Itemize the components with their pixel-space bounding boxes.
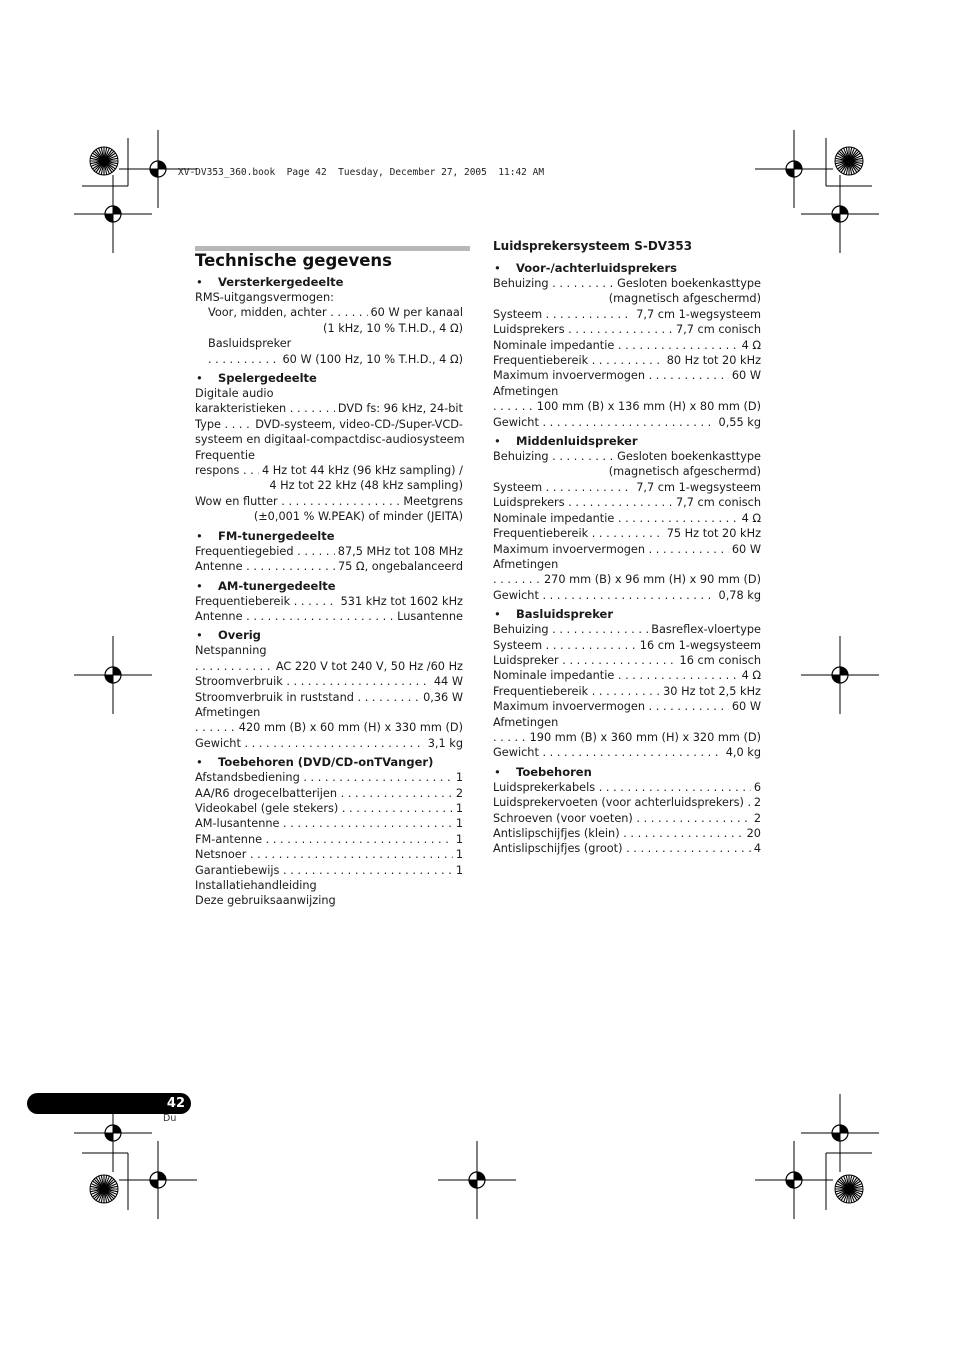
spec-continuation: (1 kHz, 10 % T.H.D., 4 Ω) bbox=[323, 321, 463, 335]
spec-value: 16 cm conisch bbox=[677, 653, 761, 668]
section-heading: • FM-tunergedeelte bbox=[195, 528, 463, 544]
spec-value: 4 Ω bbox=[739, 511, 761, 526]
spec-value: 60 W per kanaal bbox=[368, 305, 464, 320]
spec-value: Lusantenne bbox=[394, 609, 463, 624]
spec-row bbox=[195, 609, 463, 624]
spec-row bbox=[493, 338, 761, 353]
spec-row bbox=[493, 276, 761, 291]
spec-text: Afmetingen bbox=[493, 715, 559, 729]
spec-row bbox=[195, 847, 463, 862]
spec-value: 4 Ω bbox=[739, 338, 761, 353]
speaker-system-title: Luidsprekersysteem S-DV353 bbox=[493, 239, 693, 253]
spec-row bbox=[195, 594, 463, 609]
spec-row bbox=[493, 511, 761, 526]
spec-label: Gewicht . . . bbox=[493, 745, 761, 760]
spec-value: 75 Ω, ongebalanceerd bbox=[335, 559, 463, 574]
right-column bbox=[493, 239, 761, 857]
spec-row bbox=[493, 526, 761, 541]
spec-label: Systeem . . . bbox=[493, 638, 761, 653]
spec-value: 44 W bbox=[431, 674, 463, 689]
spec-row bbox=[493, 684, 761, 699]
spec-value: Gesloten boekenkasttype bbox=[614, 449, 761, 464]
spec-label: Wow en flutter . . . bbox=[195, 494, 463, 509]
spec-label: Type . . . bbox=[195, 417, 463, 432]
spec-label: Videokabel (gele stekers) . . . bbox=[195, 801, 463, 816]
spec-row bbox=[493, 811, 761, 826]
spec-row bbox=[493, 653, 761, 668]
spec-text: Afmetingen bbox=[493, 384, 559, 398]
spec-row bbox=[493, 307, 761, 322]
spec-label: Stroomverbruik in ruststand . . . bbox=[195, 690, 463, 705]
spec-label: Luidspreker . . . bbox=[493, 653, 761, 668]
spec-row bbox=[195, 863, 463, 878]
spec-value: DVD-systeem, video-CD-/Super-VCD- bbox=[252, 417, 463, 432]
spec-label: Frequentiebereik . . . bbox=[493, 353, 761, 368]
spec-section bbox=[493, 433, 761, 603]
spec-section bbox=[195, 754, 463, 909]
spec-value: 4 Hz tot 44 kHz (96 kHz sampling) / bbox=[259, 463, 463, 478]
spec-text: Deze gebruiksaanwijzing bbox=[195, 894, 336, 908]
section-heading: • Toebehoren (DVD/CD-onTVanger) bbox=[195, 754, 463, 770]
spec-row bbox=[493, 542, 761, 557]
spec-value: Gesloten boekenkasttype bbox=[614, 276, 761, 291]
spec-row bbox=[493, 638, 761, 653]
spec-row bbox=[195, 463, 463, 478]
spec-text: Basluidspreker bbox=[208, 337, 292, 351]
spec-value: DVD fs: 96 kHz, 24-bit bbox=[335, 401, 463, 416]
spec-label: AA/R6 drogecelbatterijen . . . bbox=[195, 786, 463, 801]
spec-row bbox=[195, 401, 463, 416]
spec-label: Antislipschijfjes (groot) . . . bbox=[493, 841, 761, 856]
spec-label: Luidsprekervoeten (voor achterluidsprekers) . . . bbox=[493, 795, 761, 810]
spec-text: Afmetingen bbox=[493, 557, 559, 571]
spec-value: 7,7 cm conisch bbox=[673, 322, 761, 337]
spec-value: 0,78 kg bbox=[716, 588, 761, 603]
spec-label: Antenne . . . bbox=[195, 609, 463, 624]
spec-label: Systeem . . . bbox=[493, 307, 761, 322]
spec-value: 531 kHz tot 1602 kHz bbox=[338, 594, 463, 609]
spec-row bbox=[195, 544, 463, 559]
spec-value: 4,0 kg bbox=[723, 745, 761, 760]
spec-value: 190 mm (B) x 360 mm (H) x 320 mm (D) bbox=[527, 730, 761, 745]
spec-label: Antislipschijfjes (klein) . . . bbox=[493, 826, 761, 841]
spec-row bbox=[195, 690, 463, 705]
spec-section bbox=[493, 606, 761, 761]
spec-value: 2 bbox=[453, 786, 463, 801]
spec-label: Luidsprekers . . . bbox=[493, 495, 761, 510]
spec-text: Frequentie bbox=[195, 448, 255, 462]
page-number: 42 bbox=[166, 1096, 185, 1111]
spec-label: Luidsprekerkabels . . . bbox=[493, 780, 761, 795]
spec-value: 60 W bbox=[729, 699, 761, 714]
spec-value: 60 W bbox=[729, 542, 761, 557]
spec-section bbox=[195, 528, 463, 575]
spec-row bbox=[195, 417, 463, 432]
spec-section bbox=[493, 260, 761, 430]
spec-continuation: (magnetisch afgeschermd) bbox=[608, 465, 761, 479]
section-heading: • Spelergedeelte bbox=[195, 370, 463, 386]
spec-value: 3,1 kg bbox=[425, 736, 463, 751]
spec-label: Luidsprekers . . . bbox=[493, 322, 761, 337]
spec-continuation: systeem en digitaal-compactdisc-audiosysteem bbox=[195, 433, 465, 447]
spec-row bbox=[493, 353, 761, 368]
spec-text: RMS-uitgangsvermogen: bbox=[195, 291, 334, 304]
spec-value: 60 W (100 Hz, 10 % T.H.D., 4 Ω) bbox=[279, 352, 463, 367]
spec-label: Nominale impedantie . . . bbox=[493, 338, 761, 353]
spec-value: 0,55 kg bbox=[716, 415, 761, 430]
spec-label: respons . . . bbox=[195, 463, 463, 478]
spec-label: Schroeven (voor voeten) . . . bbox=[493, 811, 761, 826]
spec-row bbox=[493, 780, 761, 795]
spec-row bbox=[195, 770, 463, 785]
spec-row bbox=[493, 480, 761, 495]
spec-label: Gewicht . . . bbox=[493, 588, 761, 603]
spec-label: Frequentiebereik . . . bbox=[195, 594, 463, 609]
spec-row bbox=[493, 588, 761, 603]
spec-label: Nominale impedantie . . . bbox=[493, 511, 761, 526]
spec-label: Maximum invoervermogen . . . bbox=[493, 542, 761, 557]
spec-label: Behuizing . . . bbox=[493, 449, 761, 464]
spec-section bbox=[195, 370, 463, 525]
section-heading: • Middenluidspreker bbox=[493, 433, 761, 449]
print-header: XV-DV353_360.book Page 42 Tuesday, December 27, 2005 11:42 AM bbox=[178, 167, 545, 178]
spec-label: Nominale impedantie . . . bbox=[493, 668, 761, 683]
spec-value: 1 bbox=[453, 801, 463, 816]
spec-text: Digitale audio bbox=[195, 387, 274, 401]
spec-row bbox=[195, 720, 463, 735]
spec-value: 1 bbox=[453, 863, 463, 878]
spec-value: 2 bbox=[751, 811, 761, 826]
section-heading: • Voor-/achterluidsprekers bbox=[493, 260, 761, 276]
left-column bbox=[195, 274, 463, 909]
spec-row bbox=[493, 668, 761, 683]
spec-value: 7,7 cm 1-wegsysteem bbox=[633, 480, 761, 495]
spec-value: 100 mm (B) x 136 mm (H) x 80 mm (D) bbox=[534, 399, 761, 414]
spec-section bbox=[195, 578, 463, 625]
spec-value: 1 bbox=[453, 770, 463, 785]
spec-row bbox=[493, 449, 761, 464]
spec-row bbox=[195, 559, 463, 574]
spec-label: Maximum invoervermogen . . . bbox=[493, 699, 761, 714]
spec-text: Afmetingen bbox=[195, 705, 261, 719]
section-heading: • AM-tunergedeelte bbox=[195, 578, 463, 594]
spec-value: 30 Hz tot 2,5 kHz bbox=[660, 684, 761, 699]
spec-row bbox=[195, 786, 463, 801]
spec-label: Frequentiebereik . . . bbox=[493, 526, 761, 541]
spec-continuation: (magnetisch afgeschermd) bbox=[608, 292, 761, 306]
spec-value: 87,5 MHz tot 108 MHz bbox=[335, 544, 463, 559]
spec-row bbox=[195, 305, 463, 320]
spec-section bbox=[195, 627, 463, 751]
spec-value: 270 mm (B) x 96 mm (H) x 90 mm (D) bbox=[541, 572, 761, 587]
language-code: Du bbox=[163, 1113, 177, 1124]
spec-row bbox=[195, 736, 463, 751]
spec-row bbox=[493, 399, 761, 414]
spec-label: Stroomverbruik . . . bbox=[195, 674, 463, 689]
spec-value: Basreflex-vloertype bbox=[648, 622, 761, 637]
spec-label: Gewicht . . . bbox=[493, 415, 761, 430]
spec-continuation: 4 Hz tot 22 kHz (48 kHz sampling) bbox=[269, 479, 463, 493]
spec-label: Frequentiegebied . . . bbox=[195, 544, 463, 559]
spec-label: Afstandsbediening . . . bbox=[195, 770, 463, 785]
spec-value: 4 bbox=[751, 841, 761, 856]
spec-row bbox=[493, 841, 761, 856]
spec-label: Maximum invoervermogen . . . bbox=[493, 368, 761, 383]
spec-section bbox=[493, 764, 761, 857]
spec-value: 420 mm (B) x 60 mm (H) x 330 mm (D) bbox=[236, 720, 463, 735]
spec-label: Gewicht . . . bbox=[195, 736, 463, 751]
spec-row bbox=[493, 368, 761, 383]
section-heading: • Basluidspreker bbox=[493, 606, 761, 622]
spec-label: Behuizing . . . bbox=[493, 622, 761, 637]
spec-label: karakteristieken . . . bbox=[195, 401, 463, 416]
spec-row bbox=[195, 801, 463, 816]
spec-value: 75 Hz tot 20 kHz bbox=[664, 526, 761, 541]
spec-value: 6 bbox=[751, 780, 761, 795]
spec-value: 2 bbox=[751, 795, 761, 810]
spec-row bbox=[493, 826, 761, 841]
spec-continuation: (±0,001 % W.PEAK) of minder (JEITA) bbox=[253, 510, 463, 524]
spec-value: 16 cm 1-wegsysteem bbox=[637, 638, 761, 653]
spec-label: Systeem . . . bbox=[493, 480, 761, 495]
spec-row bbox=[493, 415, 761, 430]
spec-label: Frequentiebereik . . . bbox=[493, 684, 761, 699]
spec-label: Netsnoer . . . bbox=[195, 847, 463, 862]
spec-label: Garantiebewijs . . . bbox=[195, 863, 463, 878]
spec-value: 60 W bbox=[729, 368, 761, 383]
spec-row bbox=[493, 572, 761, 587]
spec-row bbox=[195, 832, 463, 847]
spec-row bbox=[493, 795, 761, 810]
spec-row bbox=[493, 622, 761, 637]
spec-label: Antenne . . . bbox=[195, 559, 463, 574]
spec-row bbox=[195, 816, 463, 831]
spec-value: 80 Hz tot 20 kHz bbox=[664, 353, 761, 368]
spec-row bbox=[195, 659, 463, 674]
spec-value: AC 220 V tot 240 V, 50 Hz /60 Hz bbox=[273, 659, 463, 674]
spec-value: 1 bbox=[453, 816, 463, 831]
page-title: Technische gegevens bbox=[195, 251, 392, 270]
spec-row bbox=[195, 494, 463, 509]
section-heading: • Versterkergedeelte bbox=[195, 274, 463, 290]
spec-value: Meetgrens bbox=[400, 494, 463, 509]
spec-value: 0,36 W bbox=[420, 690, 463, 705]
spec-row bbox=[493, 495, 761, 510]
spec-section bbox=[195, 274, 463, 367]
spec-label: FM-antenne . . . bbox=[195, 832, 463, 847]
spec-label: Behuizing . . . bbox=[493, 276, 761, 291]
spec-value: 7,7 cm conisch bbox=[673, 495, 761, 510]
spec-value: 7,7 cm 1-wegsysteem bbox=[633, 307, 761, 322]
spec-row bbox=[195, 674, 463, 689]
spec-label: Voor, midden, achter . . . bbox=[208, 305, 463, 320]
spec-row bbox=[493, 699, 761, 714]
spec-row bbox=[493, 730, 761, 745]
spec-text: Netspanning bbox=[195, 644, 267, 658]
spec-row bbox=[493, 745, 761, 760]
spec-text: Installatiehandleiding bbox=[195, 879, 317, 892]
spec-row bbox=[195, 352, 463, 367]
spec-row bbox=[493, 322, 761, 337]
spec-value: 1 bbox=[453, 847, 463, 862]
spec-value: 20 bbox=[744, 826, 761, 841]
spec-label: AM-lusantenne . . . bbox=[195, 816, 463, 831]
section-heading: • Overig bbox=[195, 627, 463, 643]
spec-value: 1 bbox=[453, 832, 463, 847]
spec-value: 4 Ω bbox=[739, 668, 761, 683]
section-heading: • Toebehoren bbox=[493, 764, 761, 780]
